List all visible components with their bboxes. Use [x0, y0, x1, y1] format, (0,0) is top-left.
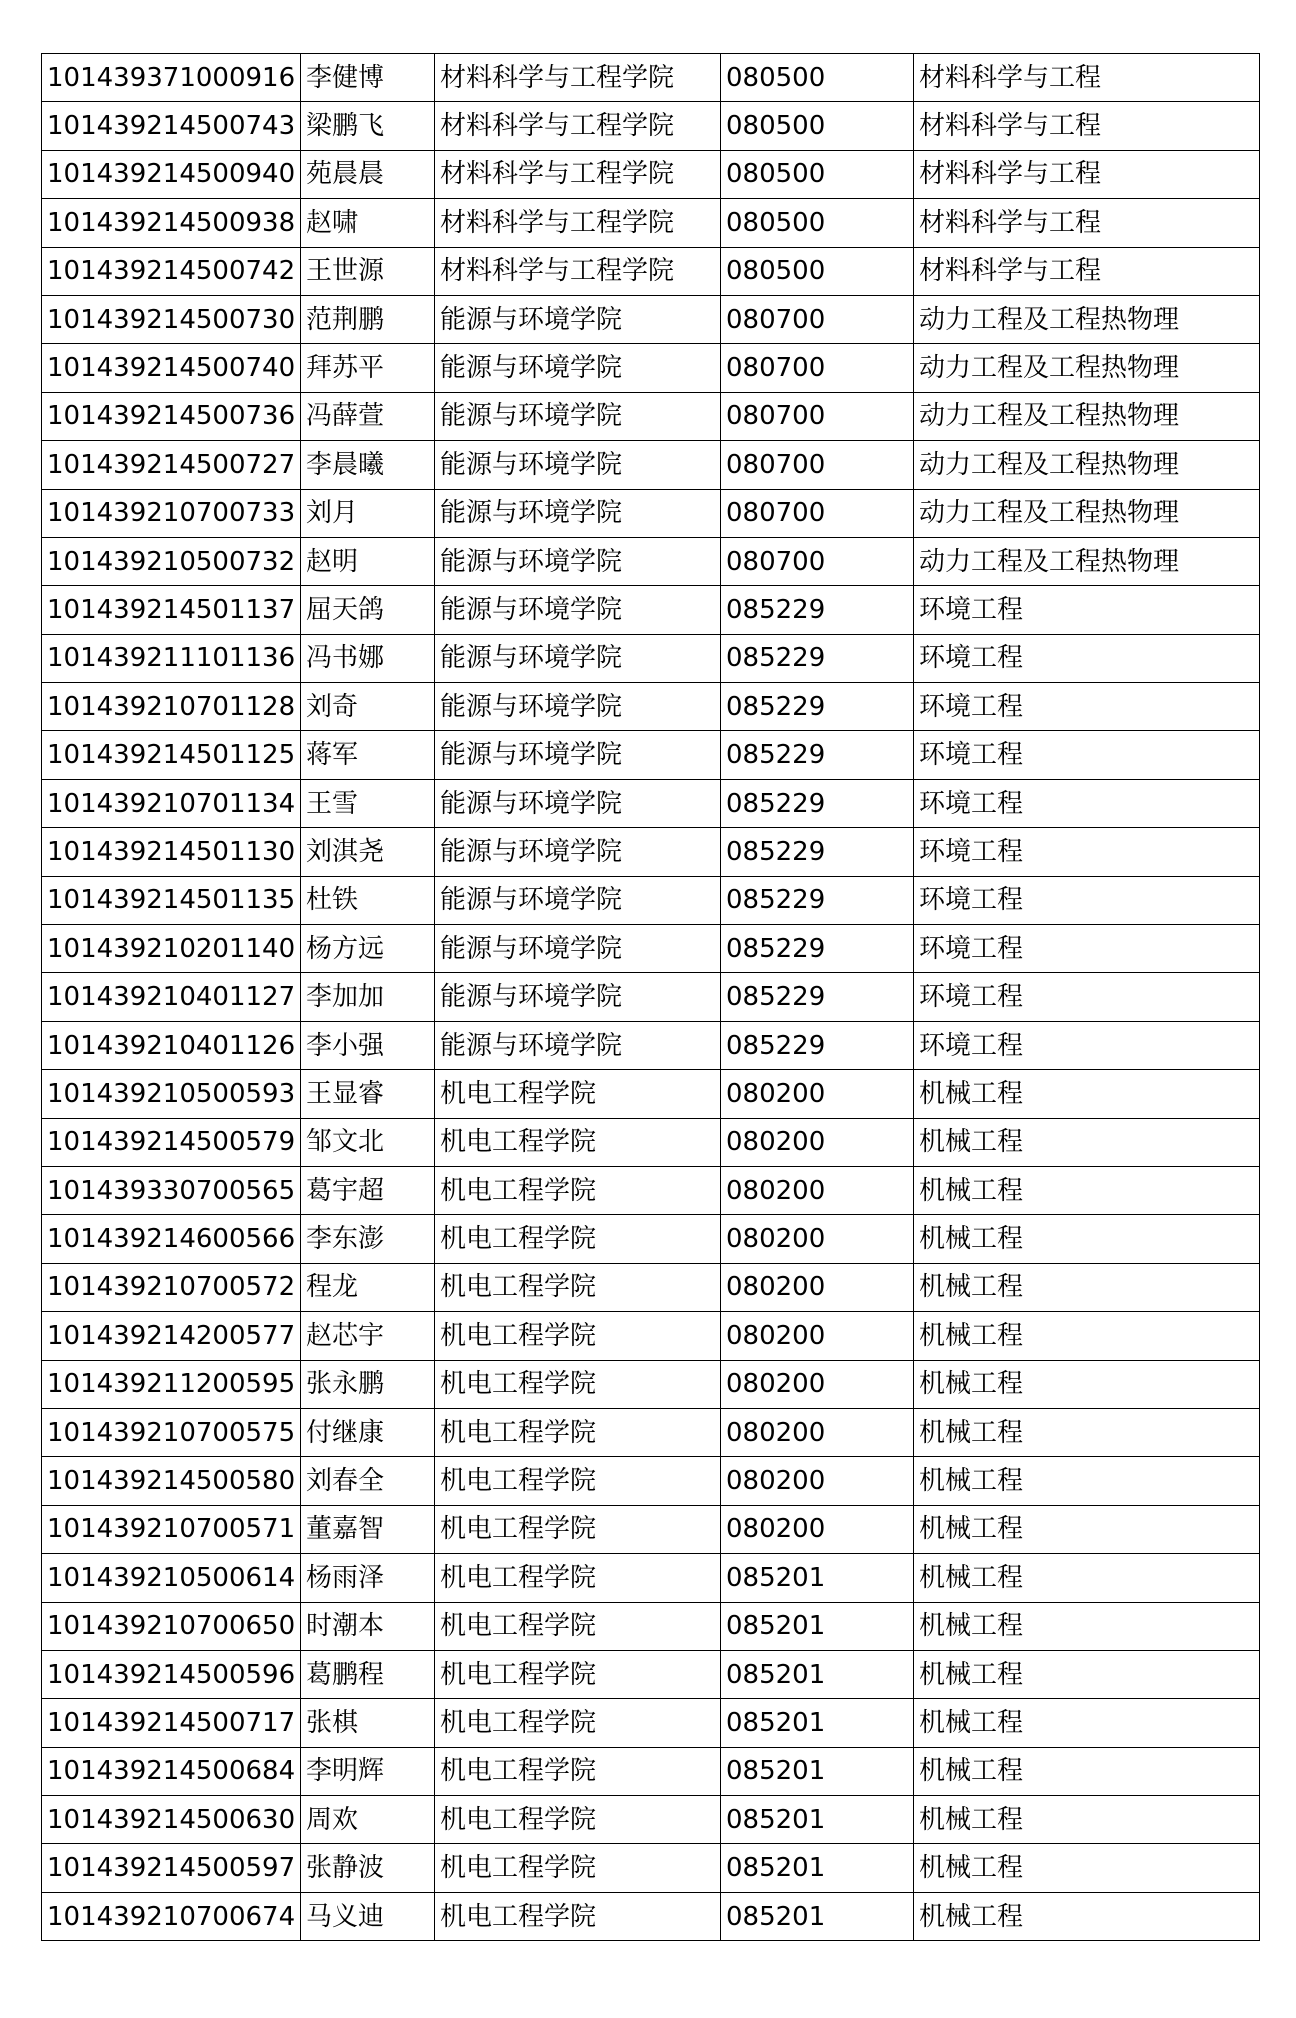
exam-id-cell: 101439214501135	[42, 876, 301, 924]
student-name-cell: 李小强	[301, 1021, 435, 1069]
table-body	[42, 54, 1260, 1941]
student-name-cell: 张棋	[301, 1699, 435, 1747]
major-name-cell: 机械工程	[914, 1457, 1260, 1505]
exam-id-cell: 101439210500614	[42, 1554, 301, 1602]
exam-id-cell: 101439210700733	[42, 489, 301, 537]
student-name-cell: 梁鹏飞	[301, 102, 435, 150]
major-name-cell: 动力工程及工程热物理	[914, 537, 1260, 585]
exam-id-cell: 101439214500743	[42, 102, 301, 150]
major-code-cell: 080500	[721, 247, 914, 295]
table-row	[42, 1166, 1260, 1214]
student-name-cell: 李东澎	[301, 1215, 435, 1263]
college-cell: 材料科学与工程学院	[435, 199, 721, 247]
college-cell: 机电工程学院	[435, 1360, 721, 1408]
major-name-cell: 材料科学与工程	[914, 199, 1260, 247]
major-code-cell: 085229	[721, 925, 914, 973]
college-cell: 机电工程学院	[435, 1505, 721, 1553]
exam-id-cell: 101439214500736	[42, 392, 301, 440]
exam-id-cell: 101439330700565	[42, 1166, 301, 1214]
exam-id-cell: 101439214500727	[42, 441, 301, 489]
college-cell: 能源与环境学院	[435, 876, 721, 924]
major-code-cell: 080200	[721, 1215, 914, 1263]
table-row	[42, 1650, 1260, 1698]
table-row	[42, 1505, 1260, 1553]
major-name-cell: 机械工程	[914, 1844, 1260, 1892]
major-code-cell: 085201	[721, 1844, 914, 1892]
table-row	[42, 1796, 1260, 1844]
table-row	[42, 1408, 1260, 1456]
college-cell: 材料科学与工程学院	[435, 102, 721, 150]
major-code-cell: 080200	[721, 1457, 914, 1505]
college-cell: 机电工程学院	[435, 1699, 721, 1747]
exam-id-cell: 101439214500597	[42, 1844, 301, 1892]
major-name-cell: 环境工程	[914, 779, 1260, 827]
college-cell: 能源与环境学院	[435, 683, 721, 731]
major-code-cell: 080200	[721, 1263, 914, 1311]
college-cell: 机电工程学院	[435, 1796, 721, 1844]
exam-id-cell: 101439210701128	[42, 683, 301, 731]
student-name-cell: 王雪	[301, 779, 435, 827]
major-name-cell: 动力工程及工程热物理	[914, 441, 1260, 489]
exam-id-cell: 101439214501130	[42, 828, 301, 876]
table-row	[42, 344, 1260, 392]
major-code-cell: 080700	[721, 441, 914, 489]
major-name-cell: 机械工程	[914, 1263, 1260, 1311]
student-name-cell: 刘春全	[301, 1457, 435, 1505]
exam-id-cell: 101439214501125	[42, 731, 301, 779]
exam-id-cell: 101439371000916	[42, 54, 301, 102]
major-code-cell: 085201	[721, 1796, 914, 1844]
exam-id-cell: 101439214500630	[42, 1796, 301, 1844]
college-cell: 材料科学与工程学院	[435, 150, 721, 198]
table-row	[42, 1844, 1260, 1892]
exam-id-cell: 101439211200595	[42, 1360, 301, 1408]
college-cell: 机电工程学院	[435, 1166, 721, 1214]
exam-id-cell: 101439214500684	[42, 1747, 301, 1795]
major-code-cell: 085201	[721, 1650, 914, 1698]
college-cell: 材料科学与工程学院	[435, 54, 721, 102]
student-name-cell: 时潮本	[301, 1602, 435, 1650]
college-cell: 机电工程学院	[435, 1070, 721, 1118]
table-row	[42, 1021, 1260, 1069]
student-name-cell: 刘奇	[301, 683, 435, 731]
table-row	[42, 1699, 1260, 1747]
major-name-cell: 机械工程	[914, 1650, 1260, 1698]
table-row	[42, 1457, 1260, 1505]
major-name-cell: 环境工程	[914, 683, 1260, 731]
college-cell: 能源与环境学院	[435, 489, 721, 537]
table-row	[42, 973, 1260, 1021]
major-code-cell: 085201	[721, 1554, 914, 1602]
major-name-cell: 机械工程	[914, 1554, 1260, 1602]
major-code-cell: 080700	[721, 489, 914, 537]
major-name-cell: 机械工程	[914, 1118, 1260, 1166]
table-row	[42, 1892, 1260, 1940]
table-row	[42, 1312, 1260, 1360]
major-name-cell: 机械工程	[914, 1892, 1260, 1940]
table-row	[42, 634, 1260, 682]
major-name-cell: 动力工程及工程热物理	[914, 295, 1260, 343]
college-cell: 机电工程学院	[435, 1215, 721, 1263]
major-code-cell: 080200	[721, 1118, 914, 1166]
student-name-cell: 马义迪	[301, 1892, 435, 1940]
major-name-cell: 环境工程	[914, 731, 1260, 779]
major-name-cell: 环境工程	[914, 925, 1260, 973]
college-cell: 能源与环境学院	[435, 537, 721, 585]
college-cell: 能源与环境学院	[435, 392, 721, 440]
student-name-cell: 周欢	[301, 1796, 435, 1844]
major-code-cell: 085229	[721, 973, 914, 1021]
major-code-cell: 080500	[721, 199, 914, 247]
major-name-cell: 环境工程	[914, 973, 1260, 1021]
college-cell: 能源与环境学院	[435, 731, 721, 779]
college-cell: 材料科学与工程学院	[435, 247, 721, 295]
major-name-cell: 机械工程	[914, 1166, 1260, 1214]
major-name-cell: 环境工程	[914, 876, 1260, 924]
student-name-cell: 付继康	[301, 1408, 435, 1456]
major-name-cell: 机械工程	[914, 1602, 1260, 1650]
student-name-cell: 赵明	[301, 537, 435, 585]
major-name-cell: 环境工程	[914, 586, 1260, 634]
student-name-cell: 李健博	[301, 54, 435, 102]
major-name-cell: 环境工程	[914, 1021, 1260, 1069]
major-name-cell: 机械工程	[914, 1360, 1260, 1408]
college-cell: 机电工程学院	[435, 1312, 721, 1360]
major-code-cell: 085201	[721, 1892, 914, 1940]
major-code-cell: 085229	[721, 586, 914, 634]
major-name-cell: 环境工程	[914, 634, 1260, 682]
exam-id-cell: 101439210700650	[42, 1602, 301, 1650]
college-cell: 机电工程学院	[435, 1118, 721, 1166]
major-name-cell: 机械工程	[914, 1747, 1260, 1795]
major-code-cell: 085229	[721, 779, 914, 827]
major-code-cell: 080500	[721, 102, 914, 150]
major-name-cell: 机械工程	[914, 1699, 1260, 1747]
table-row	[42, 1215, 1260, 1263]
table-row	[42, 1263, 1260, 1311]
student-name-cell: 苑晨晨	[301, 150, 435, 198]
college-cell: 机电工程学院	[435, 1554, 721, 1602]
table-row	[42, 150, 1260, 198]
table-row	[42, 392, 1260, 440]
college-cell: 能源与环境学院	[435, 295, 721, 343]
student-name-cell: 张永鹏	[301, 1360, 435, 1408]
major-code-cell: 080200	[721, 1360, 914, 1408]
student-name-cell: 程龙	[301, 1263, 435, 1311]
exam-id-cell: 101439214500580	[42, 1457, 301, 1505]
college-cell: 能源与环境学院	[435, 441, 721, 489]
major-name-cell: 机械工程	[914, 1505, 1260, 1553]
major-name-cell: 动力工程及工程热物理	[914, 489, 1260, 537]
major-name-cell: 机械工程	[914, 1312, 1260, 1360]
major-name-cell: 机械工程	[914, 1215, 1260, 1263]
exam-id-cell: 101439210700571	[42, 1505, 301, 1553]
exam-id-cell: 101439210201140	[42, 925, 301, 973]
exam-id-cell: 101439210701134	[42, 779, 301, 827]
student-name-cell: 冯书娜	[301, 634, 435, 682]
table-row	[42, 1747, 1260, 1795]
major-name-cell: 材料科学与工程	[914, 150, 1260, 198]
college-cell: 机电工程学院	[435, 1844, 721, 1892]
major-code-cell: 080200	[721, 1070, 914, 1118]
major-code-cell: 080700	[721, 295, 914, 343]
table-row	[42, 1554, 1260, 1602]
student-name-cell: 李晨曦	[301, 441, 435, 489]
major-code-cell: 085229	[721, 731, 914, 779]
student-name-cell: 冯薛萱	[301, 392, 435, 440]
exam-id-cell: 101439214500940	[42, 150, 301, 198]
student-name-cell: 刘月	[301, 489, 435, 537]
table-row	[42, 1070, 1260, 1118]
college-cell: 机电工程学院	[435, 1602, 721, 1650]
college-cell: 能源与环境学院	[435, 973, 721, 1021]
exam-id-cell: 101439210401126	[42, 1021, 301, 1069]
student-name-cell: 赵芯宇	[301, 1312, 435, 1360]
table-row	[42, 1602, 1260, 1650]
exam-id-cell: 101439214500579	[42, 1118, 301, 1166]
exam-id-cell: 101439214500938	[42, 199, 301, 247]
college-cell: 能源与环境学院	[435, 828, 721, 876]
student-name-cell: 李加加	[301, 973, 435, 1021]
student-name-cell: 杨方远	[301, 925, 435, 973]
exam-id-cell: 101439210700575	[42, 1408, 301, 1456]
table-row	[42, 537, 1260, 585]
student-name-cell: 刘淇尧	[301, 828, 435, 876]
exam-id-cell: 101439214500742	[42, 247, 301, 295]
student-name-cell: 王世源	[301, 247, 435, 295]
table-row	[42, 586, 1260, 634]
exam-id-cell: 101439214200577	[42, 1312, 301, 1360]
exam-id-cell: 101439210500593	[42, 1070, 301, 1118]
major-code-cell: 085201	[721, 1602, 914, 1650]
major-code-cell: 085201	[721, 1747, 914, 1795]
college-cell: 能源与环境学院	[435, 634, 721, 682]
document-page	[41, 53, 1260, 1941]
major-name-cell: 动力工程及工程热物理	[914, 392, 1260, 440]
major-code-cell: 080500	[721, 54, 914, 102]
table-row	[42, 1360, 1260, 1408]
student-name-cell: 邹文北	[301, 1118, 435, 1166]
college-cell: 能源与环境学院	[435, 779, 721, 827]
table-row	[42, 779, 1260, 827]
exam-id-cell: 101439214500730	[42, 295, 301, 343]
student-name-cell: 杨雨泽	[301, 1554, 435, 1602]
major-code-cell: 080700	[721, 344, 914, 392]
student-name-cell: 葛鹏程	[301, 1650, 435, 1698]
table-row	[42, 102, 1260, 150]
student-name-cell: 赵啸	[301, 199, 435, 247]
student-name-cell: 杜铁	[301, 876, 435, 924]
college-cell: 机电工程学院	[435, 1747, 721, 1795]
student-name-cell: 王显睿	[301, 1070, 435, 1118]
college-cell: 机电工程学院	[435, 1892, 721, 1940]
exam-id-cell: 101439214500740	[42, 344, 301, 392]
student-name-cell: 张静波	[301, 1844, 435, 1892]
table-row	[42, 441, 1260, 489]
major-code-cell: 080200	[721, 1408, 914, 1456]
exam-id-cell: 101439214501137	[42, 586, 301, 634]
student-name-cell: 屈天鸽	[301, 586, 435, 634]
table-row	[42, 876, 1260, 924]
major-name-cell: 材料科学与工程	[914, 54, 1260, 102]
major-name-cell: 机械工程	[914, 1070, 1260, 1118]
exam-id-cell: 101439214500596	[42, 1650, 301, 1698]
college-cell: 能源与环境学院	[435, 1021, 721, 1069]
major-code-cell: 085229	[721, 876, 914, 924]
major-code-cell: 080200	[721, 1166, 914, 1214]
major-code-cell: 080200	[721, 1505, 914, 1553]
college-cell: 机电工程学院	[435, 1263, 721, 1311]
student-name-cell: 李明辉	[301, 1747, 435, 1795]
exam-id-cell: 101439211101136	[42, 634, 301, 682]
exam-id-cell: 101439210700572	[42, 1263, 301, 1311]
table-row	[42, 925, 1260, 973]
table-row	[42, 247, 1260, 295]
major-code-cell: 080500	[721, 150, 914, 198]
exam-id-cell: 101439210401127	[42, 973, 301, 1021]
college-cell: 能源与环境学院	[435, 344, 721, 392]
table-row	[42, 199, 1260, 247]
major-name-cell: 材料科学与工程	[914, 247, 1260, 295]
major-name-cell: 材料科学与工程	[914, 102, 1260, 150]
student-name-cell: 葛宇超	[301, 1166, 435, 1214]
table-row	[42, 295, 1260, 343]
college-cell: 机电工程学院	[435, 1408, 721, 1456]
major-code-cell: 080200	[721, 1312, 914, 1360]
major-code-cell: 080700	[721, 392, 914, 440]
college-cell: 机电工程学院	[435, 1650, 721, 1698]
exam-id-cell: 101439210500732	[42, 537, 301, 585]
college-cell: 能源与环境学院	[435, 586, 721, 634]
major-code-cell: 085229	[721, 634, 914, 682]
major-code-cell: 085201	[721, 1699, 914, 1747]
major-name-cell: 机械工程	[914, 1408, 1260, 1456]
student-name-cell: 蒋军	[301, 731, 435, 779]
major-name-cell: 机械工程	[914, 1796, 1260, 1844]
major-name-cell: 环境工程	[914, 828, 1260, 876]
student-table	[41, 53, 1260, 1941]
major-code-cell: 080700	[721, 537, 914, 585]
table-row	[42, 828, 1260, 876]
student-name-cell: 拜苏平	[301, 344, 435, 392]
table-row	[42, 489, 1260, 537]
exam-id-cell: 101439214500717	[42, 1699, 301, 1747]
table-row	[42, 683, 1260, 731]
exam-id-cell: 101439214600566	[42, 1215, 301, 1263]
college-cell: 机电工程学院	[435, 1457, 721, 1505]
major-code-cell: 085229	[721, 1021, 914, 1069]
table-row	[42, 731, 1260, 779]
table-row	[42, 1118, 1260, 1166]
student-name-cell: 范荆鹏	[301, 295, 435, 343]
exam-id-cell: 101439210700674	[42, 1892, 301, 1940]
major-name-cell: 动力工程及工程热物理	[914, 344, 1260, 392]
student-name-cell: 董嘉智	[301, 1505, 435, 1553]
major-code-cell: 085229	[721, 683, 914, 731]
table-row	[42, 54, 1260, 102]
college-cell: 能源与环境学院	[435, 925, 721, 973]
major-code-cell: 085229	[721, 828, 914, 876]
